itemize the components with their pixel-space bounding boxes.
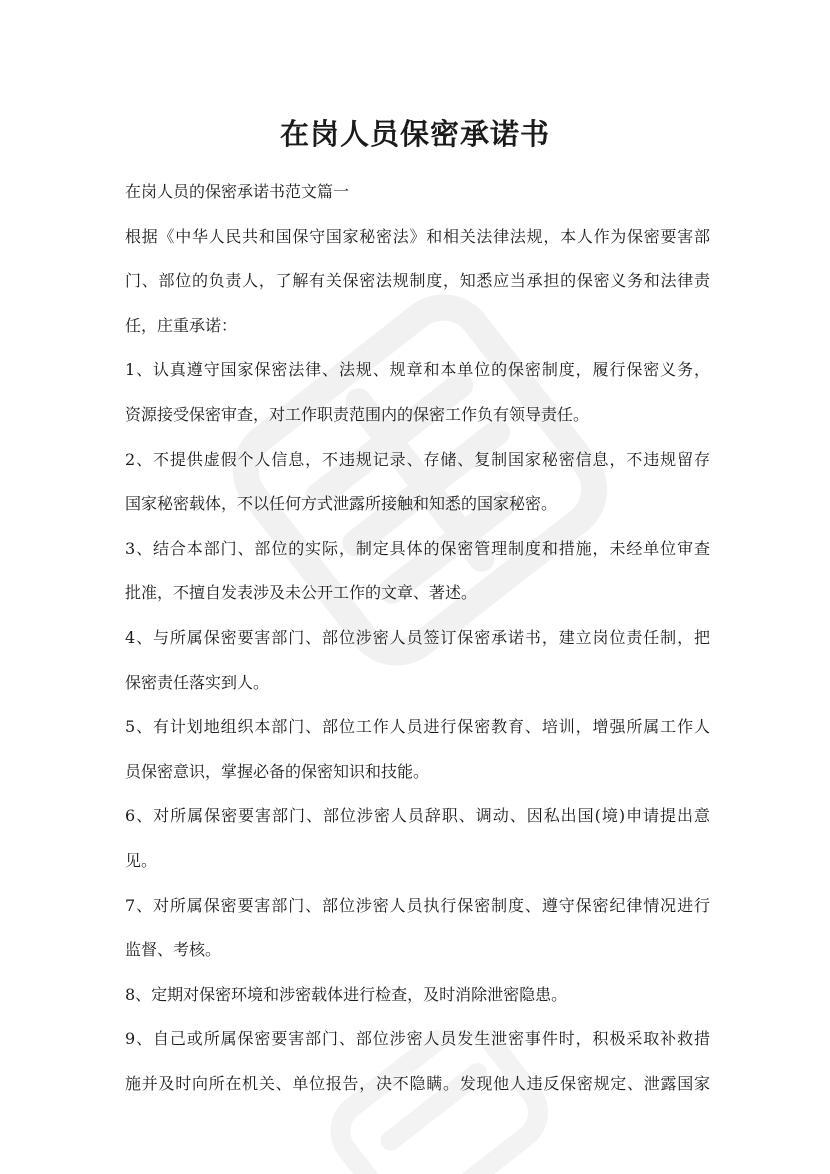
text-line: 见。	[125, 850, 158, 870]
document-title: 在岗人员保密承诺书	[279, 117, 550, 151]
text-line: 施并及时向所在机关、单位报告，决不隐瞒。发现他人违反保密规定、泄露国家	[125, 1073, 710, 1093]
text-line: 国家秘密载体，不以任何方式泄露所接触和知悉的国家秘密。	[125, 494, 558, 514]
text-line-subtitle: 在岗人员的保密承诺书范文篇一	[125, 182, 350, 201]
text-line: 员保密意识，掌握必备的保密知识和技能。	[125, 761, 430, 781]
text-line: 8、定期对保密环境和涉密载体进行检查，及时消除泄密隐患。	[125, 984, 568, 1004]
text-line: 4、与所属保密要害部门、部位涉密人员签订保密承诺书，建立岗位责任制，把	[125, 627, 710, 647]
text-line: 5、有计划地组织本部门、部位工作人员进行保密教育、培训，增强所属工作人	[125, 717, 710, 737]
text-line: 批准，不擅自发表涉及未公开工作的文章、著述。	[125, 583, 478, 603]
text-line: 2、不提供虚假个人信息，不违规记录、存储、复制国家秘密信息，不违规留存	[125, 449, 710, 469]
text-line: 6、对所属保密要害部门、部位涉密人员辞职、调动、因私出国(境)申请提出意	[125, 806, 710, 826]
text-line: 保密责任落实到人。	[125, 672, 270, 692]
text-line: 资源接受保密审查，对工作职责范围内的保密工作负有领导责任。	[125, 404, 590, 424]
text-line: 1、认真遵守国家保密法律、法规、规章和本单位的保密制度，履行保密义务，	[125, 360, 710, 380]
text-line: 7、对所属保密要害部门、部位涉密人员执行保密制度、遵守保密纪律情况进行	[125, 895, 710, 915]
text-line: 根据《中华人民共和国保守国家秘密法》和相关法律法规，本人作为保密要害部	[125, 226, 710, 246]
text-line: 3、结合本部门、部位的实际，制定具体的保密管理制度和措施，未经单位审查	[125, 538, 710, 558]
text-line: 门、部位的负责人，了解有关保密法规制度，知悉应当承担的保密义务和法律责	[125, 271, 710, 291]
text-line: 监督、考核。	[125, 940, 222, 960]
document-body	[125, 170, 710, 1106]
text-line: 9、自己或所属保密要害部门、部位涉密人员发生泄密事件时，积极采取补救措	[125, 1029, 710, 1049]
text-line: 任，庄重承诺：	[125, 315, 238, 335]
